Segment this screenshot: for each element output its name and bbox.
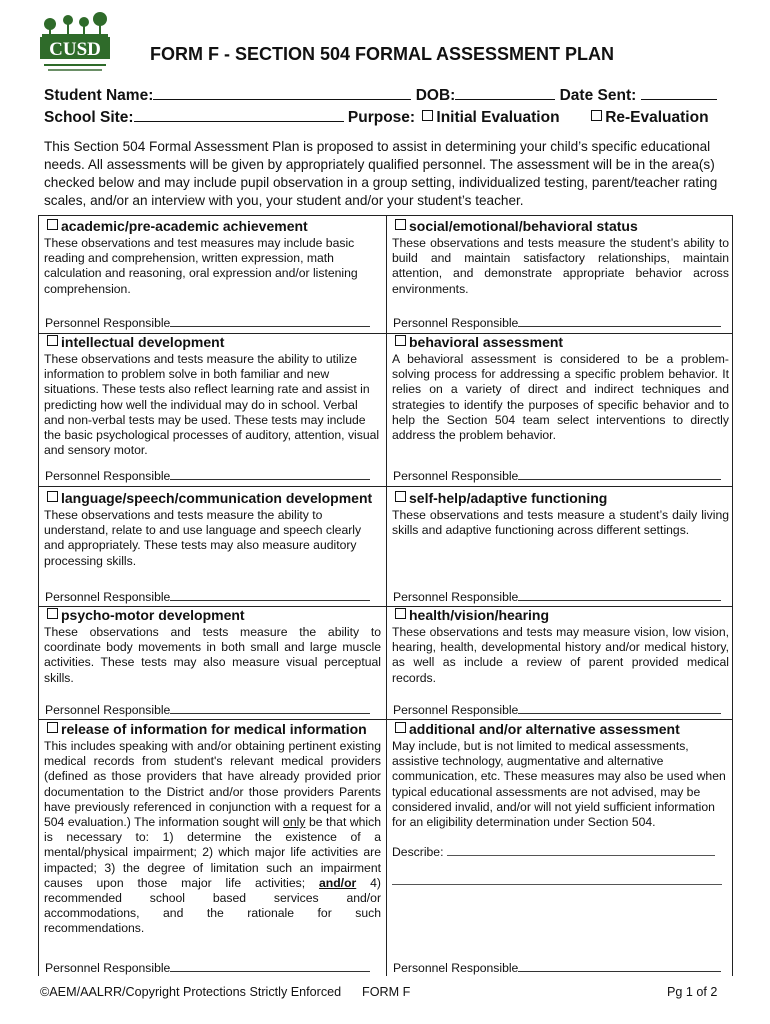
- personnel-field[interactable]: [518, 469, 721, 480]
- personnel-responsible: [45, 316, 370, 330]
- personnel-label: Personnel Responsible: [45, 590, 171, 604]
- re-evaluation-label: Re-Evaluation: [605, 109, 709, 126]
- cell-title: release of information for medical information: [61, 721, 367, 737]
- describe-row-2: [392, 874, 729, 888]
- personnel-responsible: [45, 469, 370, 483]
- personnel-responsible: [393, 590, 721, 604]
- description-emphasis: only: [283, 815, 306, 830]
- behavioral-checkbox[interactable]: [395, 335, 406, 346]
- psycho-motor-checkbox[interactable]: [47, 608, 58, 619]
- cell-title: health/vision/hearing: [409, 607, 550, 623]
- personnel-responsible: [45, 703, 370, 717]
- self-help-checkbox[interactable]: [395, 491, 406, 502]
- release-information-checkbox[interactable]: [47, 722, 58, 733]
- personnel-responsible: [393, 469, 721, 483]
- row-divider: [39, 486, 732, 487]
- cell-description: These observations and tests may measure vision, low vision, hearing, health, developmental history and/or medical history, as well as include a review of parent provided medical records.: [392, 625, 729, 685]
- cell-intellectual: [44, 333, 381, 458]
- personnel-label: Personnel Responsible: [393, 590, 519, 604]
- personnel-field[interactable]: [170, 961, 370, 972]
- cell-title: academic/pre-academic achievement: [61, 218, 308, 234]
- cell-additional-assessment: [392, 720, 729, 888]
- cell-academic: [44, 217, 381, 297]
- health-checkbox[interactable]: [395, 608, 406, 619]
- personnel-field[interactable]: [170, 469, 370, 480]
- cell-behavioral: [392, 333, 729, 443]
- cusd-logo: [38, 10, 114, 76]
- cell-social-emotional: [392, 217, 729, 297]
- personnel-label: Personnel Responsible: [393, 961, 519, 975]
- student-name-field[interactable]: [153, 86, 411, 100]
- additional-assessment-checkbox[interactable]: [395, 722, 406, 733]
- cell-description: These observations and test measures may include basic reading and comprehension, written expression, math calculation and reasoning, oral expression and/or listening comprehension.: [44, 236, 358, 296]
- personnel-label: Personnel Responsible: [45, 469, 171, 483]
- language-checkbox[interactable]: [47, 491, 58, 502]
- intellectual-checkbox[interactable]: [47, 335, 58, 346]
- assessment-grid: [38, 215, 733, 976]
- cell-description: [44, 739, 381, 937]
- personnel-label: Personnel Responsible: [393, 316, 519, 330]
- school-site-label: School Site:: [44, 109, 134, 126]
- describe-row: [392, 845, 729, 859]
- personnel-label: Personnel Responsible: [45, 316, 171, 330]
- date-sent-label: Date Sent:: [559, 87, 637, 104]
- cell-self-help: [392, 489, 729, 538]
- student-name-label: Student Name:: [44, 87, 154, 104]
- description-emphasis: and/or: [319, 875, 357, 890]
- cell-title: self-help/adaptive functioning: [409, 490, 608, 506]
- footer-copyright: ©AEM/AALRR/Copyright Protections Strictly Enforced: [40, 985, 342, 999]
- cell-title: intellectual development: [61, 334, 225, 350]
- personnel-field[interactable]: [518, 590, 721, 601]
- personnel-field[interactable]: [518, 703, 721, 714]
- describe-field-line-2[interactable]: [392, 874, 722, 885]
- social-emotional-checkbox[interactable]: [395, 219, 406, 230]
- form-title: FORM F - SECTION 504 FORMAL ASSESSMENT PLAN: [150, 44, 615, 64]
- personnel-field[interactable]: [170, 316, 370, 327]
- header-row-1: [44, 86, 717, 105]
- cell-language: [44, 489, 381, 569]
- personnel-label: Personnel Responsible: [45, 961, 171, 975]
- cell-description: These observations and tests measure a student’s daily living skills and adaptive functioning across different settings.: [392, 508, 729, 538]
- cell-description: A behavioral assessment is considered to be a problem-solving process for addressing a specific problem behavior. It relies on a variety of direct and indirect techniques and strategies to identify the purposes of specific behavior and to help the Section 504 team select interventions to directly address the problem behavior.: [392, 352, 729, 443]
- cell-health: [392, 606, 729, 686]
- date-sent-field[interactable]: [641, 86, 717, 100]
- cell-description: May include, but is not limited to medical assessments, assistive technology, augmentative and alternative communication, etc. These measures may also be used when typical educational assessments are not advised, may be considered invalid, and/or will not yield sufficient information for an eligibility determination under Section 504.: [392, 739, 726, 830]
- cell-description: These observations and tests measure the ability to coordinate body movements in both small and large muscle activities. These tests may also measure visual perceptual skills.: [44, 625, 381, 685]
- personnel-field[interactable]: [518, 316, 721, 327]
- personnel-field[interactable]: [170, 590, 370, 601]
- personnel-responsible: [393, 703, 721, 717]
- personnel-responsible: [393, 961, 721, 975]
- header-row-2: [44, 108, 709, 127]
- cell-description: These observations and tests measure the ability to utilize information to problem solve in both familiar and new situations. These tests also reflect learning rate and assist in predicting how well the individual may do in school. Verbal and non-verbal tests may be used. These tests may include the basic psychological processes of auditory, attention, visual and sensory motor.: [44, 352, 380, 458]
- cell-description: These observations and tests measure the student’s ability to build and maintain satisfactory relationships, maintain attention, and demonstrate appropriate behavior across environments.: [392, 236, 729, 296]
- cell-title: social/emotional/behavioral status: [409, 218, 638, 234]
- footer-form-name: FORM F: [362, 985, 411, 999]
- description-text: be that which is necessary to: 1) determine the existence of a mental/physical impairment; 2) which major life activities are impacted; 3) the degree of limitation such an impairment causes upon those major life activities;: [44, 815, 382, 890]
- column-divider: [386, 216, 387, 976]
- personnel-responsible: [45, 590, 370, 604]
- description-text: This includes speaking with and/or obtaining pertinent existing medical records from student's relevant medical providers (defined as those providers that have already provided prior documentation to the District and/or those providers Parents have previously referenced in conjunction with a request for a 504 evaluation.) The information sought will: [44, 739, 381, 830]
- personnel-label: Personnel Responsible: [45, 703, 171, 717]
- cell-title: behavioral assessment: [409, 334, 564, 350]
- personnel-responsible: [393, 316, 721, 330]
- re-evaluation-checkbox[interactable]: [591, 110, 602, 121]
- describe-field-line-1[interactable]: [447, 845, 715, 856]
- cell-title: psycho-motor development: [61, 607, 245, 623]
- cell-description: These observations and tests measure the ability to understand, relate to and use language and speech clearly and appropriately. These tests may also measure auditory processing skills.: [44, 508, 362, 568]
- cell-release-of-information: [44, 720, 381, 937]
- school-site-field[interactable]: [134, 108, 344, 122]
- academic-checkbox[interactable]: [47, 219, 58, 230]
- personnel-label: Personnel Responsible: [393, 703, 519, 717]
- footer-page-number: Pg 1 of 2: [667, 985, 718, 999]
- cell-title: additional and/or alternative assessment: [409, 721, 680, 737]
- dob-field[interactable]: [455, 86, 555, 100]
- personnel-responsible: [45, 961, 370, 975]
- cell-title: language/speech/communication development: [61, 490, 373, 506]
- personnel-field[interactable]: [170, 703, 370, 714]
- purpose-label: Purpose:: [347, 109, 416, 126]
- logo-text: CUSD: [49, 39, 101, 60]
- personnel-label: Personnel Responsible: [393, 469, 519, 483]
- description-text: 4) recommended school based services and/or accommodations, and the rationale for such recommendations.: [44, 875, 381, 936]
- dob-label: DOB:: [415, 87, 456, 104]
- describe-label: Describe:: [392, 845, 444, 860]
- intro-paragraph: This Section 504 Formal Assessment Plan is proposed to assist in determining your child’s specific educational needs. All assessments will be given by appropriately qualified personnel. The assessment will be in the area(s) checked below and may include pupil observation in a group setting, individualized testing, parent/teacher rating scales, and/or an interview with you, your student and/or your student’s teacher.: [44, 139, 718, 208]
- initial-evaluation-checkbox[interactable]: [422, 110, 433, 121]
- cell-psycho-motor: [44, 606, 381, 686]
- personnel-field[interactable]: [518, 961, 721, 972]
- initial-evaluation-label: Initial Evaluation: [436, 109, 560, 126]
